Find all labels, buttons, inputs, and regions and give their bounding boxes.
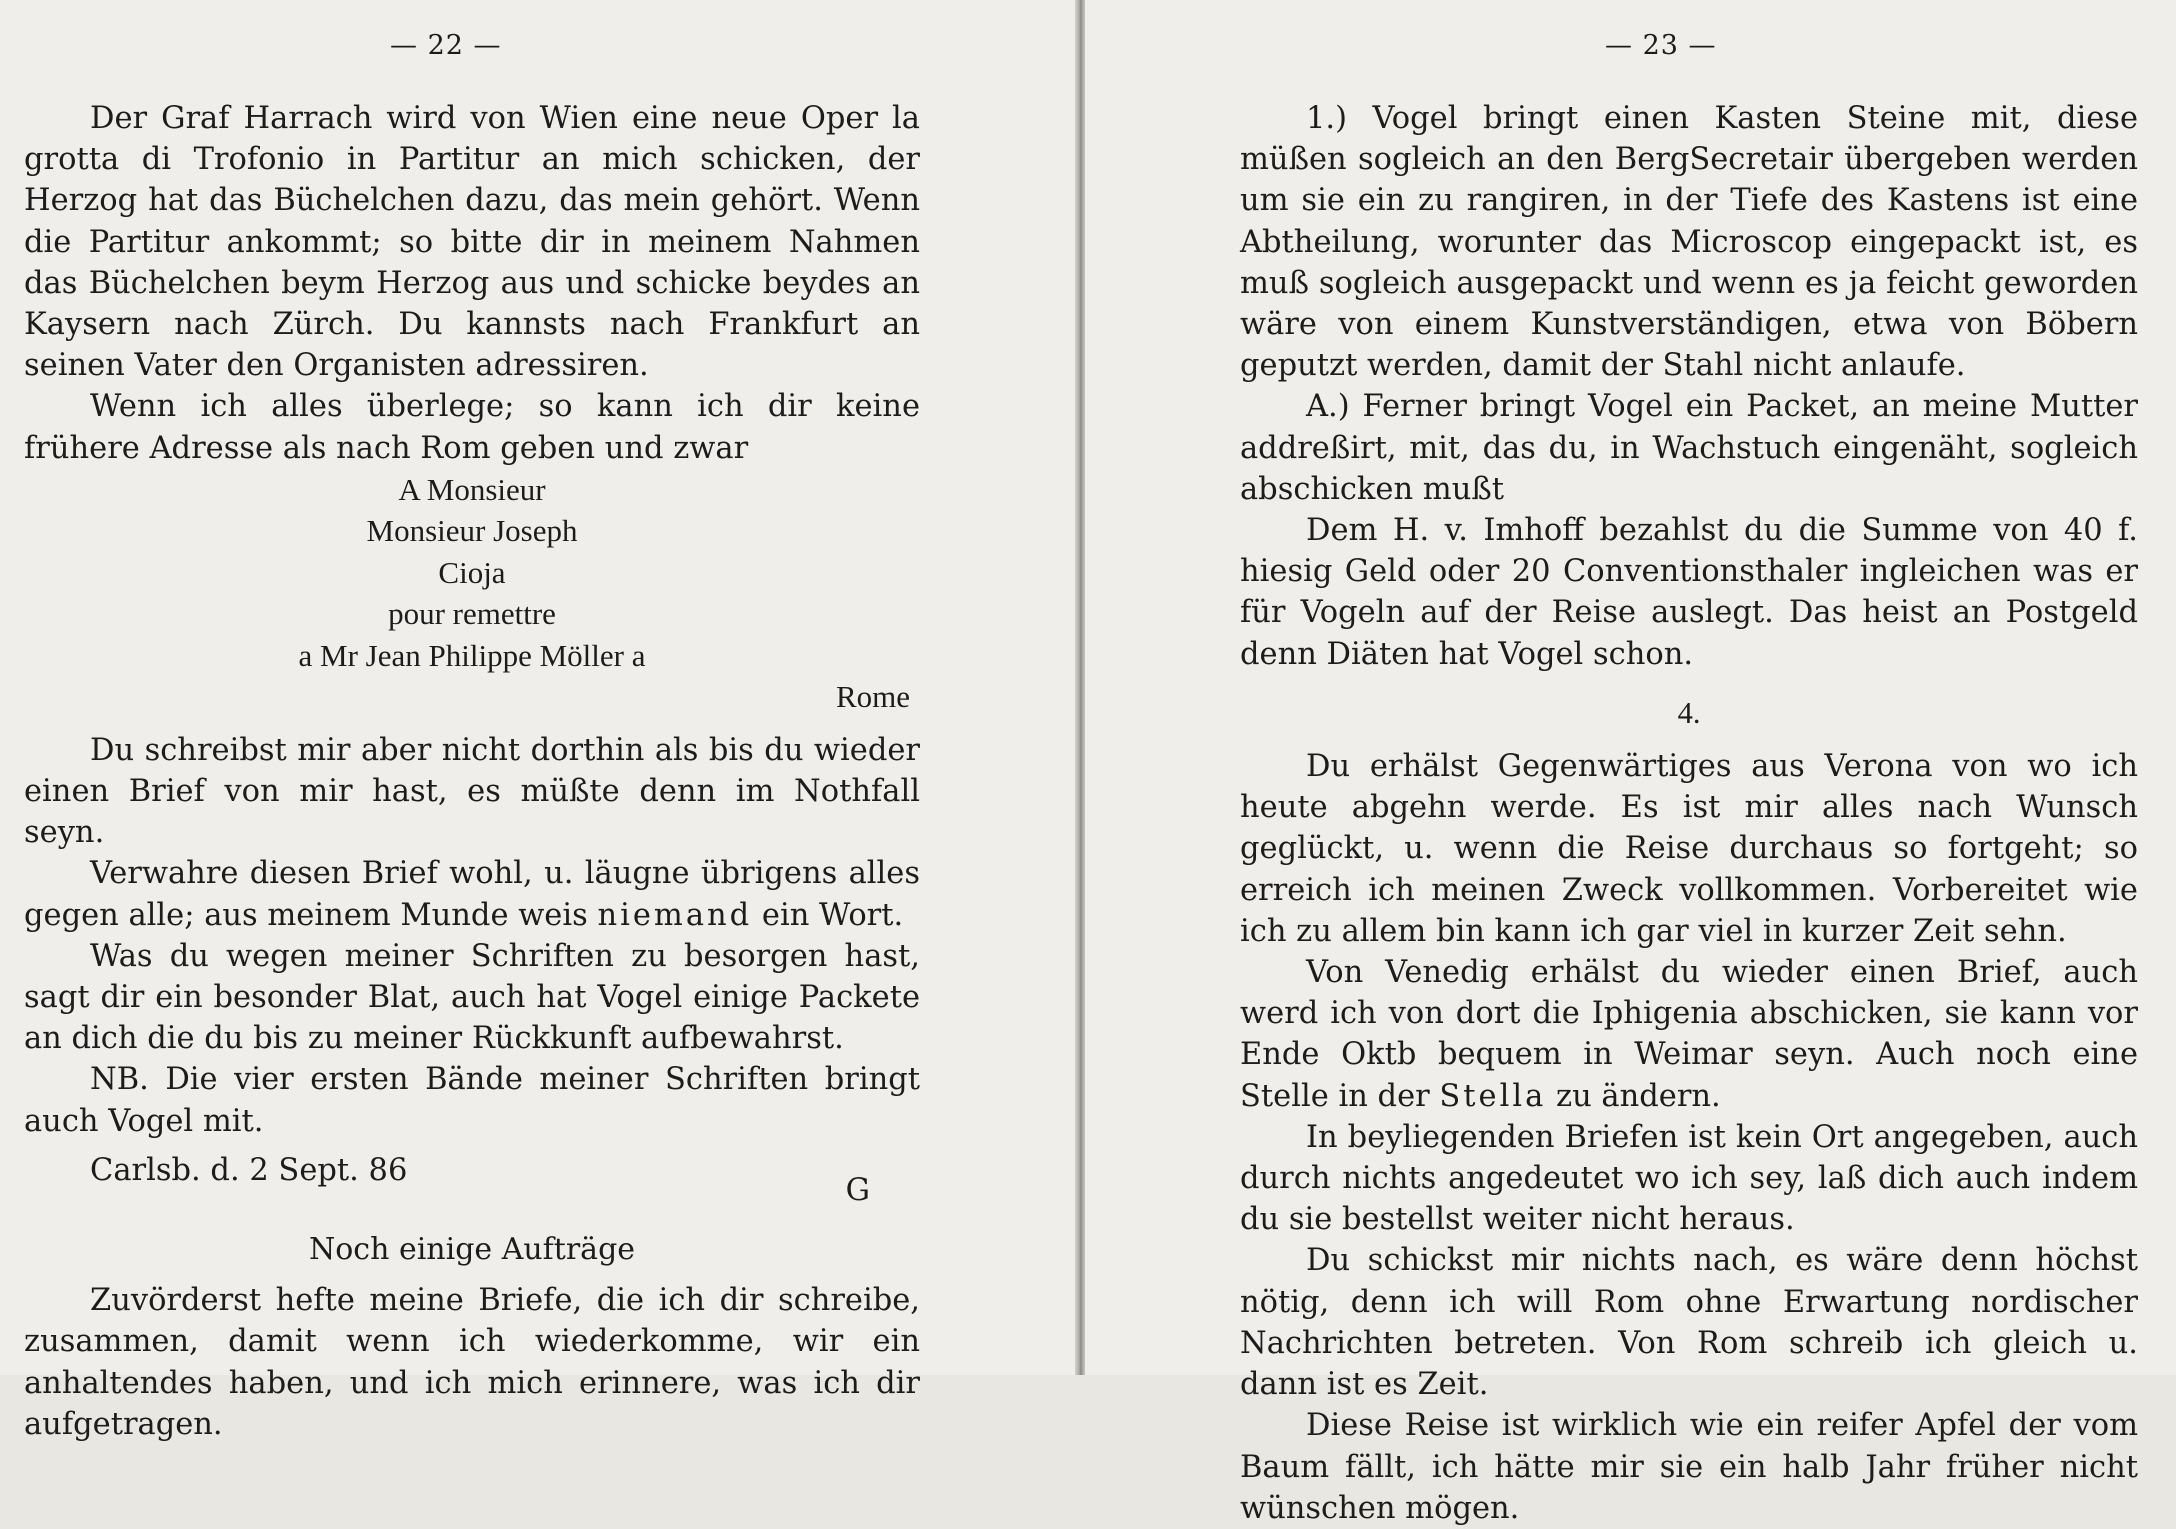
address-line-rome: Rome (835, 679, 910, 715)
right-paragraph-8: Diese Reise ist wirklich wie ein reifer Apfel der vom Baum fällt, ich hätte mir sie ein halb Jahr früher nicht wünschen mögen. (1240, 1408, 2138, 1526)
right-paragraph-1: 1.) Vogel bringt einen Kasten Steine mit, diese müßen sogleich an den BergSecretair übergeben werden um sie ein zu rangiren, in der Tiefe des Kastens ist eine Abtheilung, worunter das Microscop eingepackt ist, es muß sogleich ausgepackt und wenn es ja feicht geworden wäre von einem Kunstverständigen, etwa von Böbern geputzt werden, damit der Stahl nicht anlaufe. (1240, 101, 2138, 384)
section-number: 4. (1677, 695, 1701, 730)
book-gutter (1075, 0, 1085, 1375)
left-page (0, 0, 1075, 1442)
right-paragraph-5 (1240, 952, 2138, 1117)
page-number-23: — 23 — (1605, 30, 1717, 61)
left-paragraph-7: Zuvörderst hefte meine Briefe, die ich dir schreibe, zusammen, damit wenn ich wiederkomme, wir ein anhaltendes haben, und ich mich erinnere, was ich dir aufgetragen. (24, 1283, 920, 1442)
section-heading: Noch einige Aufträge (308, 1232, 636, 1268)
address-line-4: pour remettre (388, 596, 556, 632)
right-paragraph-3: Dem H. v. Imhoff bezahlst du die Summe von 40 f. hiesig Geld oder 20 Conventionsthaler ingleichen was er für Vogeln auf der Reise auslegt. Das heist an Postgeld denn Diäten hat Vogel schon. (1240, 513, 2138, 672)
right-paragraph-5-a: Von Venedig erhälst du wieder einen Brief, auch werd ich von dort die Iphigenia abschicken, sie kann vor Ende Oktb bequem in Weimar seyn. Auch noch eine Stelle in der (1240, 955, 2138, 1114)
left-paragraph-4-a: Verwahre diesen Brief wohl, u. läugne übrigens alles gegen alle; aus meinem Munde weis (24, 856, 920, 933)
left-paragraph-3: Du schreibst mir aber nicht dorthin als bis du wieder einen Brief von mir hast, es müßte denn im Nothfall seyn. (24, 732, 920, 851)
dateline: Carlsb. d. 2 Sept. 86 (90, 1152, 408, 1188)
right-paragraph-5-b: zu ändern. (1546, 1078, 1721, 1114)
address-line-5: a Mr Jean Philippe Möller a (298, 637, 646, 673)
page-number-22: — 22 — (390, 30, 502, 61)
address-line-3: Cioja (438, 554, 506, 590)
signature: G (845, 1172, 870, 1208)
left-paragraph-1: Der Graf Harrach wird von Wien eine neue Oper la grotta di Trofonio in Partitur an mich schicken, der Herzog hat das Büchelchen dazu, das mein gehört. Wenn die Partitur ankommt; so bitte dir in meinem Nahmen das Büchelchen beym Herzog aus und schicke beydes an Kaysern nach Zürch. Du kannsts nach Frankfurt an seinen Vater den Organisten adressiren. (24, 101, 920, 384)
right-text-column (1240, 98, 2138, 1529)
left-text-column (24, 98, 920, 1445)
left-paragraph-6: NB. Die vier ersten Bände meiner Schriften bringt auch Vogel mit. (24, 1062, 920, 1139)
address-block (24, 469, 920, 718)
right-paragraph-6: In beyliegenden Briefen ist kein Ort angegeben, auch durch nichts angedeutet wo ich sey, laß dich auch indem du sie bestellst weiter nicht heraus. (1240, 1119, 2138, 1238)
dateline-row (24, 1150, 920, 1211)
address-line-2: Monsieur Joseph (366, 513, 578, 549)
address-line-1: A Monsieur (398, 471, 546, 507)
left-paragraph-4 (24, 853, 920, 935)
right-page (1085, 0, 2176, 1526)
right-paragraph-5-spaced: Stella (1439, 1078, 1547, 1114)
right-paragraph-4: Du erhälst Gegenwärtiges aus Verona von wo ich heute abgehn werde. Es ist mir alles nach Wunsch geglückt, u. wenn die Reise durchaus so fortgeht; so erreich ich meinen Zweck vollkommen. Vorbereitet wie ich zu allem bin kann ich gar viel in kurzer Zeit sehn. (1240, 749, 2138, 949)
left-paragraph-4-b: ein Wort. (752, 897, 904, 933)
right-paragraph-2: A.) Ferner bringt Vogel ein Packet, an meine Mutter addreßirt, mit, das du, in Wachstuch eingenäht, sogleich abschicken mußt (1240, 389, 2138, 507)
left-paragraph-2: Wenn ich alles überlege; so kann ich dir keine frühere Adresse als nach Rom geben und zwar (24, 389, 920, 466)
left-paragraph-4-spaced: niemand (597, 897, 753, 933)
right-paragraph-7: Du schickst mir nichts nach, es wäre denn höchst nötig, denn ich will Rom ohne Erwartung nordischer Nachrichten betreten. Von Rom schreib ich gleich u. dann ist es Zeit. (1240, 1243, 2138, 1403)
left-paragraph-5: Was du wegen meiner Schriften zu besorgen hast, sagt dir ein besonder Blat, auch hat Vogel einige Packete an dich die du bis zu meiner Rückkunft aufbewahrst. (24, 938, 920, 1057)
